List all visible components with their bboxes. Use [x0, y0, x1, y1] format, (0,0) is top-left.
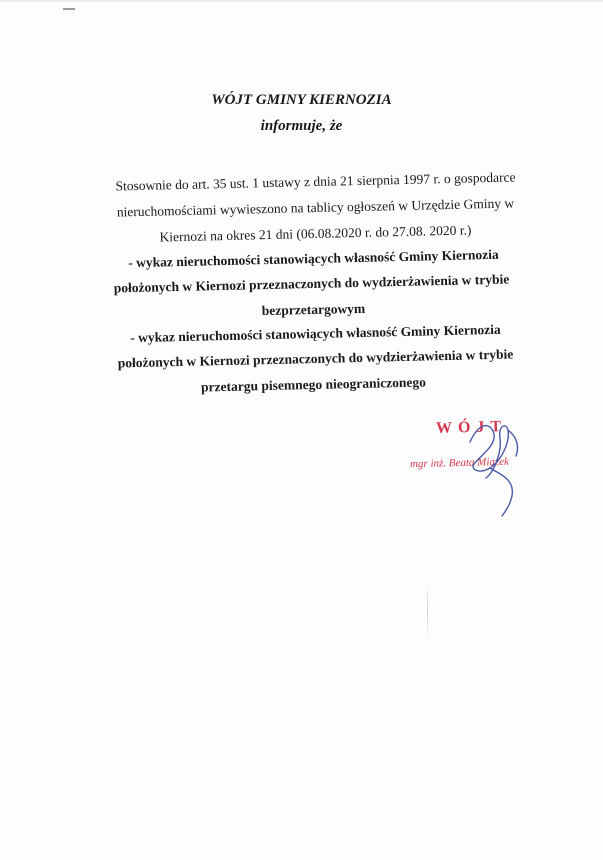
- body-line-7: - wykaz nieruchomości stanowiących własność Gminy Kiernozia: [130, 321, 501, 346]
- body-line-2: nieruchomościami wywieszono na tablicy ogłoszeń w Urzędzie Gminy w: [116, 195, 515, 220]
- fold-mark: [427, 580, 428, 640]
- body-line-1: Stosownie do art. 35 ust. 1 ustawy z dnia 21 sierpnia 1997 r. o gospodarce: [115, 169, 516, 194]
- body-line-4: - wykaz nieruchomości stanowiących własność Gminy Kiernozia: [128, 246, 499, 271]
- body-line-3: Kiernozi na okres 21 dni (06.08.2020 r. do 27.08. 2020 r.): [159, 222, 472, 245]
- body-line-6: bezprzetargowym: [261, 300, 366, 319]
- scan-mark: [63, 8, 75, 10]
- handwritten-signature: [450, 412, 540, 522]
- stamp-title: WÓJT: [435, 418, 508, 437]
- body-line-5: położonych w Kiernozi przeznaczonych do wydzierżawienia w trybie: [113, 271, 510, 296]
- body-line-8: położonych w Kiernozi przeznaczonych do wydzierżawienia w trybie: [117, 346, 514, 371]
- body-line-9: przetargu pisemnego nieograniczonego: [200, 374, 427, 395]
- document-title: WÓJT GMINY KIERNOZIA: [211, 92, 392, 108]
- scan-edge: [0, 0, 603, 3]
- document-subtitle: informuje, że: [260, 118, 343, 134]
- stamp-name: mgr inż. Beata Miazek: [409, 455, 510, 471]
